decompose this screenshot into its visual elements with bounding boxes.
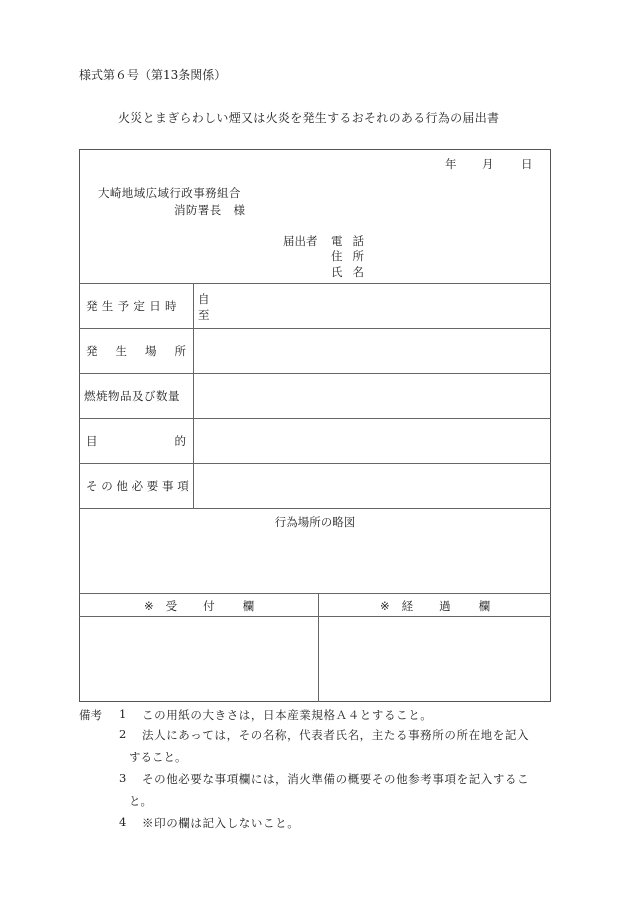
datetime-input[interactable] xyxy=(212,285,548,326)
divider xyxy=(79,373,551,374)
field-name-label: 氏 名 xyxy=(331,265,364,279)
note-2-continuation: すること。 xyxy=(129,750,187,764)
divider xyxy=(79,418,551,419)
note-1-number: 1 xyxy=(119,707,127,721)
datetime-to-label: 至 xyxy=(198,308,210,322)
notes-heading: 備考 xyxy=(79,708,102,722)
reception-area xyxy=(81,618,316,700)
applicant-label: 届出者 xyxy=(283,234,318,248)
divider xyxy=(79,463,551,464)
materials-input[interactable] xyxy=(196,375,548,416)
applicant-phone-input[interactable] xyxy=(380,231,540,246)
applicant-name-input[interactable] xyxy=(380,262,540,277)
form-number: 様式第６号（第13条関係） xyxy=(79,68,227,82)
applicant-address-input[interactable] xyxy=(380,246,540,261)
row-label-other: その他必要事項 xyxy=(86,479,193,493)
divider xyxy=(79,593,551,594)
date-year: 年 xyxy=(445,157,457,171)
sketch-label: 行為場所の略図 xyxy=(274,515,356,529)
divider xyxy=(79,616,551,617)
note-3-number: 3 xyxy=(119,771,127,785)
purpose-input[interactable] xyxy=(196,420,548,461)
note-1-text: この用紙の大きさは，日本産業規格Ａ４とすること。 xyxy=(142,708,433,722)
row-label-purpose: 目 的 xyxy=(86,434,186,448)
addressee-organization: 大崎地域広域行政事務組合 xyxy=(98,186,241,200)
reception-header: ※ 受 付 欄 xyxy=(144,599,255,613)
row-label-location: 発 生 場 所 xyxy=(86,344,186,358)
row-label-materials: 燃焼物品及び数量 xyxy=(84,389,180,403)
divider xyxy=(79,508,551,509)
sketch-area[interactable] xyxy=(82,530,548,590)
field-phone-label: 電 話 xyxy=(331,234,364,248)
divider xyxy=(318,593,319,702)
field-address-label: 住 所 xyxy=(331,249,364,263)
progress-header: ※ 経 過 欄 xyxy=(380,599,491,613)
date-day: 日 xyxy=(521,157,533,171)
note-2-number: 2 xyxy=(119,727,127,741)
divider xyxy=(193,283,194,508)
note-3-continuation: と。 xyxy=(129,794,152,808)
document-title: 火災とまぎらわしい煙又は火炎を発生するおそれのある行為の届出書 xyxy=(118,111,500,125)
progress-area xyxy=(320,618,549,700)
divider xyxy=(79,328,551,329)
divider xyxy=(79,283,551,284)
datetime-from-label: 自 xyxy=(198,292,210,306)
note-4-number: 4 xyxy=(119,815,127,829)
location-input[interactable] xyxy=(196,330,548,371)
other-input[interactable] xyxy=(196,465,548,506)
note-2-text: 法人にあっては，その名称，代表者氏名，主たる事務所の所在地を記入 xyxy=(142,728,530,742)
row-label-scheduled-datetime: 発生予定日時 xyxy=(86,299,181,313)
note-4-text: ※印の欄は記入しないこと。 xyxy=(142,816,300,830)
date-month: 月 xyxy=(482,157,494,171)
addressee-recipient: 消防署長 様 xyxy=(174,203,246,217)
note-3-text: その他必要な事項欄には，消火準備の概要その他参考事項を記入するこ xyxy=(142,772,530,786)
